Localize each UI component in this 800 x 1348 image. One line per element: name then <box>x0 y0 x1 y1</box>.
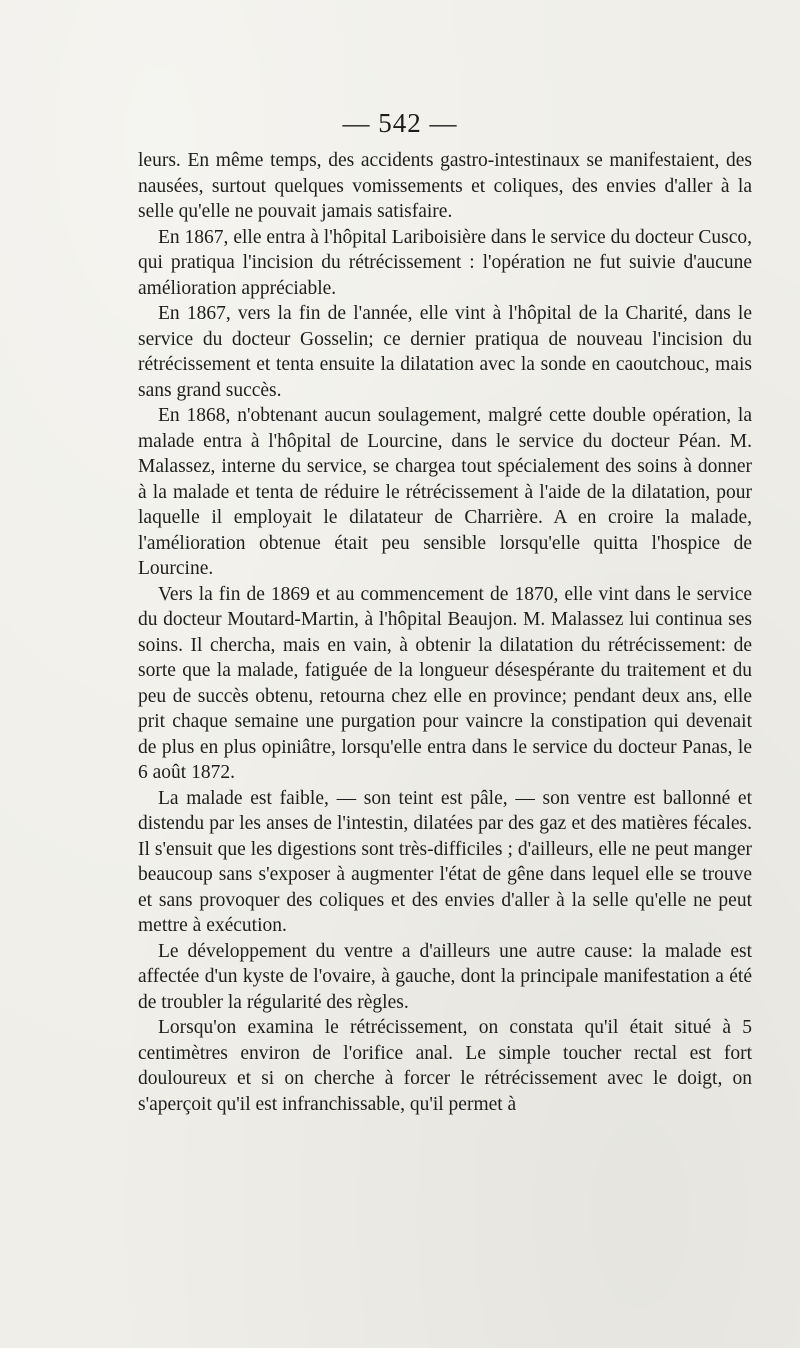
paragraph-8: Lorsqu'on examina le rétrécissement, on constata qu'il était situé à 5 centimètres environ de l'orifice anal. Le simple toucher rectal est fort douloureux et si on cherche à forcer le rétrécissement avec le doigt, on s'aperçoit qu'il est infranchissable, qu'il permet à <box>138 1017 752 1115</box>
body-text <box>138 148 752 1117</box>
page-number: — 542 — <box>342 108 458 138</box>
paragraph-6: La malade est faible, — son teint est pâle, — son ventre est ballonné et distendu par les anses de l'intestin, dilatées par des gaz et des matières fécales. Il s'ensuit que les digestions sont très-difficiles ; d'ailleurs, elle ne peut manger beaucoup sans s'exposer à augmenter l'état de gêne dans lequel elle se trouve et sans provoquer des coliques et des envies d'aller à la selle qu'elle ne peut mettre à exécution. <box>138 787 752 936</box>
paragraph-1: leurs. En même temps, des accidents gastro-intestinaux se manifestaient, des nausées, surtout quelques vomissements et coliques, des envies d'aller à la selle qu'elle ne pouvait jamais satisfaire. <box>138 150 752 222</box>
paragraph-7: Le développement du ventre a d'ailleurs une autre cause: la malade est affectée d'un kyste de l'ovaire, à gauche, dont la principale manifestation a été de troubler la régularité des règles. <box>138 940 752 1013</box>
paragraph-3: En 1867, vers la fin de l'année, elle vint à l'hôpital de la Charité, dans le service du docteur Gosselin; ce dernier pratiqua de nouveau l'incision du rétrécissement et tenta ensuite la dilatation avec la sonde en caoutchouc, mais sans grand succès. <box>138 303 752 401</box>
paragraph-5: Vers la fin de 1869 et au commencement de 1870, elle vint dans le service du docteur Moutard-Martin, à l'hôpital Beaujon. M. Malassez lui continua ses soins. Il chercha, mais en vain, à obtenir la dilatation du rétrécissement: de sorte que la malade, fatiguée de la longueur désespérante du traitement et du peu de succès obtenu, retourna chez elle en province; pendant deux ans, elle prit chaque semaine une purgation pour vaincre la constipation qui devenait de plus en plus opiniâtre, lorsqu'elle entra dans le service du docteur Panas, le 6 août 1872. <box>138 583 752 783</box>
paragraph-4: En 1868, n'obtenant aucun soulagement, malgré cette double opération, la malade entra à l'hôpital de Lourcine, dans le service du docteur Péan. M. Malassez, interne du service, se chargea tout spécialement des soins à donner à la malade et tenta de réduire le rétrécissement à l'aide de la dilatation, pour laquelle il employait le dilatateur de Charrière. A en croire la malade, l'amélioration obtenue était peu sensible lorsqu'elle quitta l'hospice de Lourcine. <box>138 405 752 579</box>
paragraph-2: En 1867, elle entra à l'hôpital Lariboisière dans le service du docteur Cusco, qui pratiqua l'incision du rétrécissement : l'opération ne fut suivie d'aucune amélioration appréciable. <box>138 226 752 299</box>
